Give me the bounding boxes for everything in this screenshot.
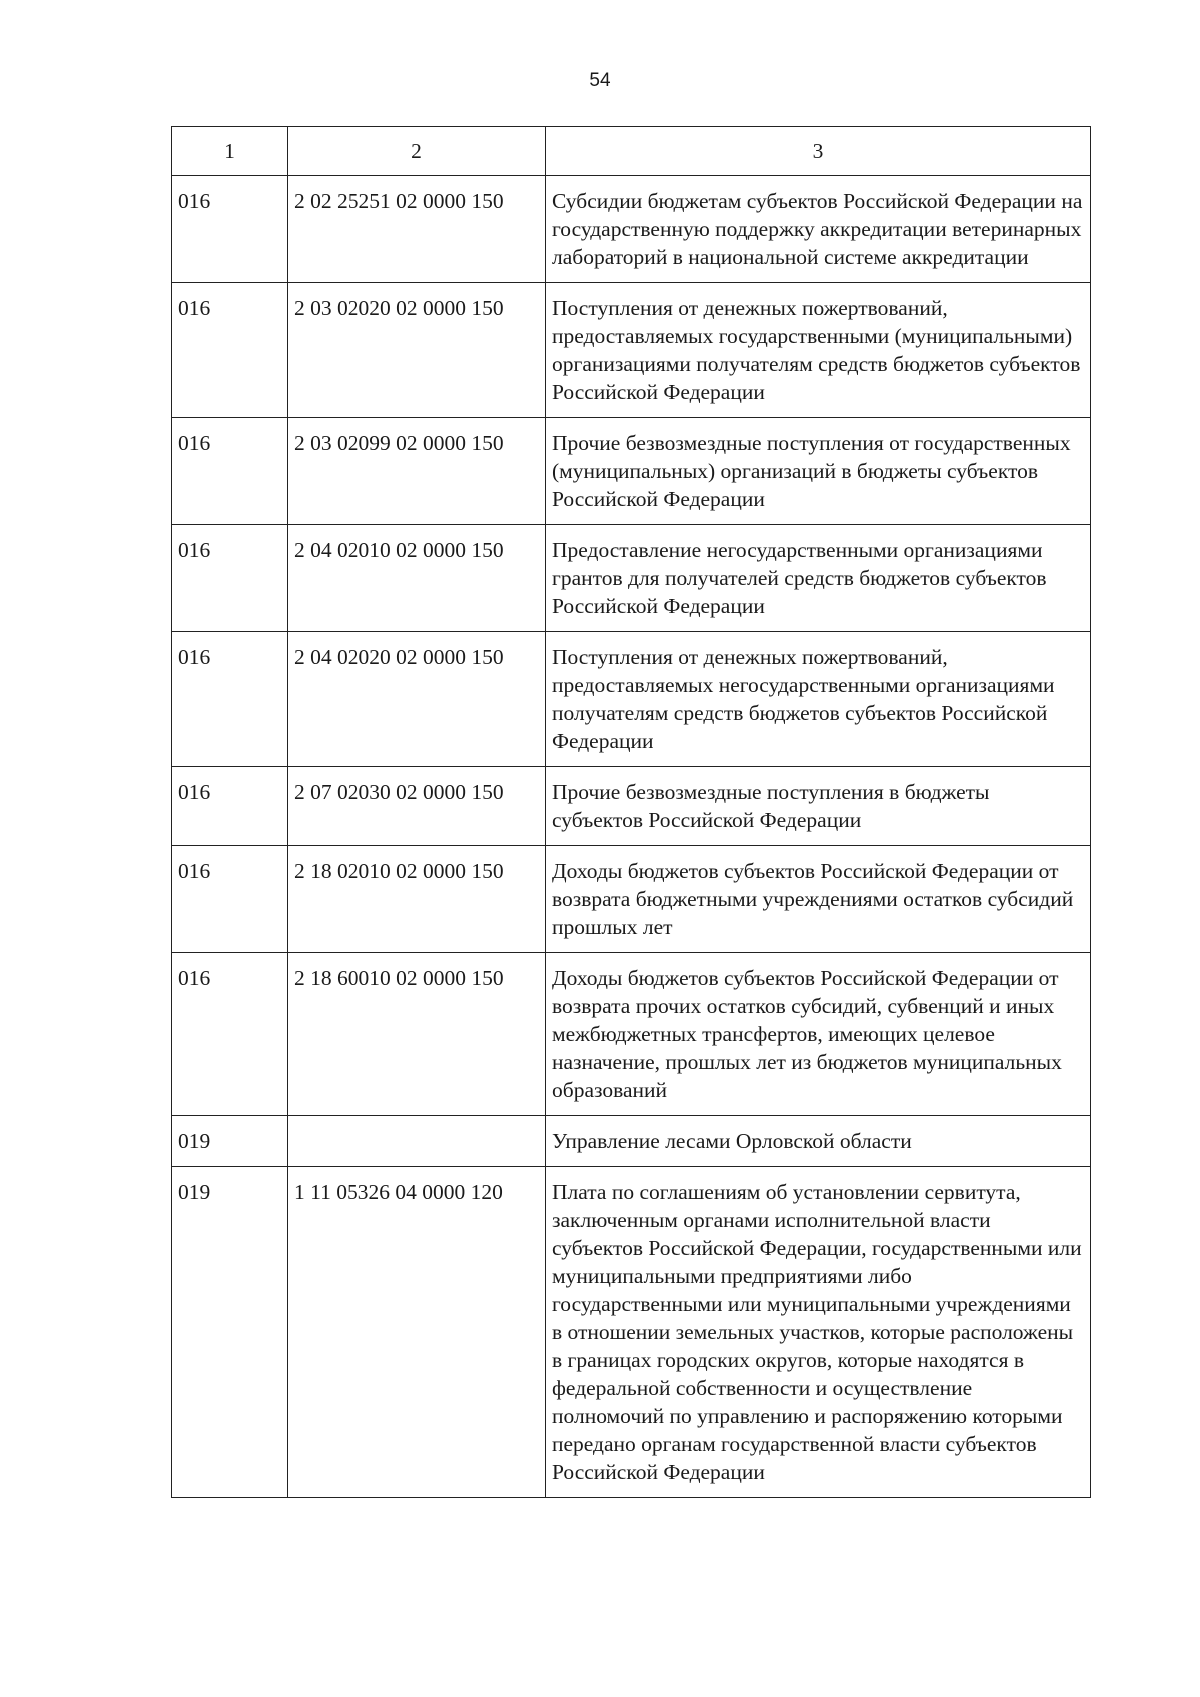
admin-code-cell: 016: [172, 176, 288, 283]
table-row: [172, 418, 1091, 525]
admin-code-cell: 019: [172, 1116, 288, 1167]
admin-code-cell: 016: [172, 767, 288, 846]
table-row: [172, 525, 1091, 632]
revenue-code-cell: 2 03 02020 02 0000 150: [288, 283, 546, 418]
column-header-2: 2: [288, 127, 546, 176]
description-cell: Субсидии бюджетам субъектов Российской Федерации на государственную поддержку аккредитации ветеринарных лабораторий в национальной системе аккредитации: [546, 176, 1091, 283]
table-row: [172, 632, 1091, 767]
description-cell: Поступления от денежных пожертвований, предоставляемых негосударственными организациями получателям средств бюджетов субъектов Российской Федерации: [546, 632, 1091, 767]
admin-code-cell: 019: [172, 1167, 288, 1498]
page-number: 54: [589, 70, 611, 91]
admin-code-cell: 016: [172, 632, 288, 767]
table-header-row: [172, 127, 1091, 176]
column-header-1: 1: [172, 127, 288, 176]
description-cell: Управление лесами Орловской области: [546, 1116, 1091, 1167]
table-row: [172, 846, 1091, 953]
revenue-code-cell: 1 11 05326 04 0000 120: [288, 1167, 546, 1498]
table-row: [172, 283, 1091, 418]
table-row: [172, 767, 1091, 846]
description-cell: Доходы бюджетов субъектов Российской Федерации от возврата прочих остатков субсидий, субвенций и иных межбюджетных трансфертов, имеющих целевое назначение, прошлых лет из бюджетов муниципальных образований: [546, 953, 1091, 1116]
revenue-code-cell: 2 02 25251 02 0000 150: [288, 176, 546, 283]
admin-code-cell: 016: [172, 418, 288, 525]
admin-code-cell: 016: [172, 846, 288, 953]
table-row: [172, 1167, 1091, 1498]
description-cell: Предоставление негосударственными организациями грантов для получателей средств бюджетов субъектов Российской Федерации: [546, 525, 1091, 632]
revenue-code-cell: 2 04 02020 02 0000 150: [288, 632, 546, 767]
description-cell: Прочие безвозмездные поступления в бюджеты субъектов Российской Федерации: [546, 767, 1091, 846]
admin-code-cell: 016: [172, 283, 288, 418]
revenue-classification-table: [171, 126, 1091, 1498]
revenue-code-cell: 2 03 02099 02 0000 150: [288, 418, 546, 525]
description-cell: Прочие безвозмездные поступления от государственных (муниципальных) организаций в бюджеты субъектов Российской Федерации: [546, 418, 1091, 525]
description-cell: Доходы бюджетов субъектов Российской Федерации от возврата бюджетными учреждениями остатков субсидий прошлых лет: [546, 846, 1091, 953]
table-row: [172, 1116, 1091, 1167]
admin-code-cell: 016: [172, 525, 288, 632]
revenue-code-cell: 2 07 02030 02 0000 150: [288, 767, 546, 846]
column-header-3: 3: [546, 127, 1091, 176]
revenue-code-cell: 2 18 60010 02 0000 150: [288, 953, 546, 1116]
revenue-code-cell: 2 04 02010 02 0000 150: [288, 525, 546, 632]
revenue-code-cell: [288, 1116, 546, 1167]
table-row: [172, 953, 1091, 1116]
revenue-code-cell: 2 18 02010 02 0000 150: [288, 846, 546, 953]
admin-code-cell: 016: [172, 953, 288, 1116]
table-row: [172, 176, 1091, 283]
description-cell: Плата по соглашениям об установлении сервитута, заключенным органами исполнительной власти субъектов Российской Федерации, государственными или муниципальными предприятиями либо государственными или муниципальными учреждениями в отношении земельных участков, которые расположены в границах городских округов, которые находятся в федеральной собственности и осуществление полномочий по управлению и распоряжению которыми передано органам государственной власти субъектов Российской Федерации: [546, 1167, 1091, 1498]
description-cell: Поступления от денежных пожертвований, предоставляемых государственными (муниципальными) организациями получателям средств бюджетов субъектов Российской Федерации: [546, 283, 1091, 418]
